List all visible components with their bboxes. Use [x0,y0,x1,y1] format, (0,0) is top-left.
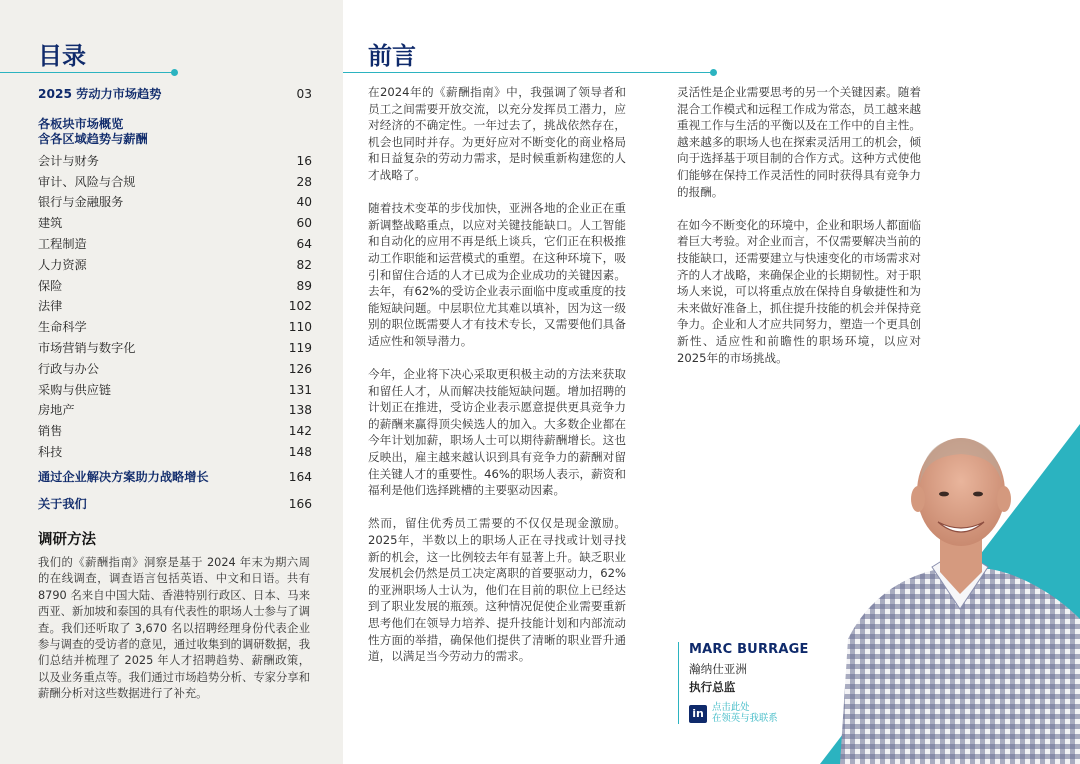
toc-item-about-us[interactable] [38,494,312,515]
foreword-title: 前言 [368,42,416,70]
toc-item-label: 审计、风险与合规 [38,174,136,189]
toc-item-sector[interactable] [38,276,312,297]
toc-item-label: 市场营销与数字化 [38,340,136,355]
toc-item-sector[interactable] [38,172,312,193]
paragraph: 然而，留住优秀员工需要的不仅仅是现金激励。2025年，半数以上的职场人正在寻找或计划寻找新的机会，这一比例较去年有显著上升。缺乏职业发展机会仍然是员工决定离职的首要驱动力，62%的亚洲职场人士认为，他们在目前的职位上已经达到了职业发展的瓶颈。这种情况促使企业需要重新思考他们在领导力培养、提升技能计划和内部流动性方面的举措，确保他们提供了清晰的职业晋升通道，以满足当今劳动力的需求。 [368,516,626,664]
toc-title: 目录 [38,42,86,70]
toc-item-sector[interactable] [38,234,312,255]
toc-item-sector[interactable] [38,400,312,421]
author-card [678,642,838,724]
foreword-rule [343,72,713,73]
paragraph: 在2024年的《薪酬指南》中，我强调了领导者和员工之间需要开放交流，以充分发挥员工潜力，应对经济的不确定性。一年过去了，挑战依然存在，机会也同时并存。为更好应对不断变化的商业格局和日益复杂的劳动力需求，是时候重新构建您的人才战略了。 [368,85,626,182]
linkedin-link[interactable] [689,703,838,724]
toc-item-page: 119 [288,340,312,355]
toc-item-label: 生命科学 [38,320,87,335]
toc-item-enterprise-solutions[interactable] [38,467,312,488]
author-organization: 瀚纳仕亚洲 [689,662,747,676]
toc-item-sector[interactable] [38,421,312,442]
toc-item-label: 采购与供应链 [38,382,112,397]
toc-item-label: 人力资源 [38,257,87,272]
paragraph: 在如今不断变化的环境中，企业和职场人都面临着巨大考验。对企业而言，不仅需要解决当前的技能缺口，还需要建立与快速变化的市场需求对齐的人才战略，来确保企业的长期韧性。对于职场人来说，可以将重点放在保持自身敏捷性和为未来做好准备上，抓住提升技能的机会并保持竞争力。企业和人才应共同努力，塑造一个更具创新性、适应性和前瞻性的职场环境，以应对2025年的市场挑战。 [677,217,921,365]
toc-item-sector[interactable] [38,296,312,317]
toc-item-page: 60 [296,216,312,231]
toc-item-sector[interactable] [38,151,312,172]
toc-item-sector[interactable] [38,442,312,463]
toc-item-label: 银行与金融服务 [38,195,124,210]
toc-item-label: 销售 [38,424,63,439]
toc-item-label: 行政与办公 [38,361,99,376]
toc-item-page: 89 [296,278,312,293]
linkedin-text-line: 点击此处 [712,702,750,713]
toc-item-page: 40 [296,195,312,210]
toc-item-label: 房地产 [38,403,75,418]
toc-item-label: 工程制造 [38,236,87,251]
foreword-column-1 [368,84,626,681]
toc-item-sector[interactable] [38,380,312,401]
toc-sector-list [38,151,312,463]
foreword-column-2 [677,84,921,383]
toc-item-sector[interactable] [38,255,312,276]
foreword-rule-dot [710,69,717,76]
toc-item-label: 科技 [38,444,63,459]
toc-rule-dot [171,69,178,76]
portrait-photo [840,404,1080,764]
paragraph: 灵活性是企业需要思考的另一个关键因素。随着混合工作模式和远程工作成为常态，员工越来越重视工作与生活的平衡以及在工作中的自主性。越来越多的职场人也在探索灵活用工的机会，倾向于选择基于项目制的合作方式。这种方式使他们能够在保持工作灵活性的同时获得具有竞争力的报酬。 [677,85,921,199]
toc-item-page: 03 [296,87,312,101]
methodology-body: 我们的《薪酬指南》洞察是基于 2024 年末为期六周的在线调查，调查语言包括英语、中文和日语。共有8790 名来自中国大陆、香港特别行政区、日本、马来西亚、新加坡和泰国的具有代表性的职场人士参与了调查。我们还听取了 3,670 名以招聘经理身份代表企业参与调查的受访者的意见，通过收集到的调研数据，我们总结并梳理了 2025 年人才招聘趋势、薪酬政策，以及业务重点等。我们通过市场趋势分析、专家分享和薪酬分析对这些数据进行了补充。 [38,556,310,701]
toc-item-label: 法律 [38,299,63,314]
toc-item-sector[interactable] [38,338,312,359]
toc-subheading [38,117,312,147]
toc-item-page: 102 [288,299,312,314]
toc-item-label: 保险 [38,278,63,293]
linkedin-icon[interactable]: in [689,705,707,723]
toc-item-sector[interactable] [38,317,312,338]
toc-item-page: 166 [288,496,312,511]
toc-item-page: 16 [296,153,312,168]
toc-subheading-line: 含各区域趋势与薪酬 [38,131,148,146]
toc-item-page: 138 [288,403,312,418]
author-name: MARC BURRAGE [689,642,809,657]
toc-item-page: 126 [288,361,312,376]
toc-item-page: 148 [288,444,312,459]
toc-item-page: 28 [296,174,312,189]
toc-item-page: 164 [288,469,312,484]
toc-item-label: 会计与财务 [38,153,99,168]
toc-item-trends[interactable] [38,84,312,105]
author-title: 执行总监 [689,680,736,694]
toc-item-page: 110 [288,320,312,335]
toc-item-label: 通过企业解决方案助力战略增长 [38,469,209,484]
toc-item-label: 2025 劳动力市场趋势 [38,87,162,101]
paragraph: 今年，企业将下决心采取更积极主动的方法来获取和留任人才，从而解决技能短缺问题。增加招聘的计划正在推进，受访企业表示愿意提供更具竞争力的薪酬来赢得顶尖候选人的加入。大多数企业都在今年计划加薪，职场人士可以期待薪酬增长。这也反映出，雇主越来越认识到具有竞争力的薪酬对留住关键人才的重要性。46%的职场人表示，薪资和福利是他们选择跳槽的主要驱动因素。 [368,367,626,498]
toc-item-page: 82 [296,257,312,272]
toc-rule [0,72,174,73]
table-of-contents [38,84,312,514]
toc-subheading-line: 各板块市场概览 [38,116,124,131]
toc-item-page: 131 [288,382,312,397]
toc-item-label: 关于我们 [38,496,87,511]
toc-item-page: 64 [296,236,312,251]
toc-item-sector[interactable] [38,192,312,213]
toc-item-sector[interactable] [38,359,312,380]
linkedin-text-line: 在领英与我联系 [712,712,778,724]
linkedin-text[interactable] [712,703,778,724]
toc-item-sector[interactable] [38,213,312,234]
toc-item-label: 建筑 [38,216,63,231]
methodology-title: 调研方法 [38,532,96,548]
toc-panel [0,0,343,764]
paragraph: 随着技术变革的步伐加快，亚洲各地的企业正在重新调整战略重点，以应对关键技能缺口。人工智能和自动化的应用不再是纸上谈兵，它们正在积极推动工作职能和运营模式的重塑。在这种环境下，吸引和留住合适的人才已成为企业成功的关键因素。去年，有62%的受访企业表示面临中度或重度的技能短缺问题。中层职位尤其难以填补，因为这一级别的职位既需要人才有技术专长，又需要他们具备适应性和领导潜力。 [368,201,626,348]
toc-item-page: 142 [288,424,312,439]
